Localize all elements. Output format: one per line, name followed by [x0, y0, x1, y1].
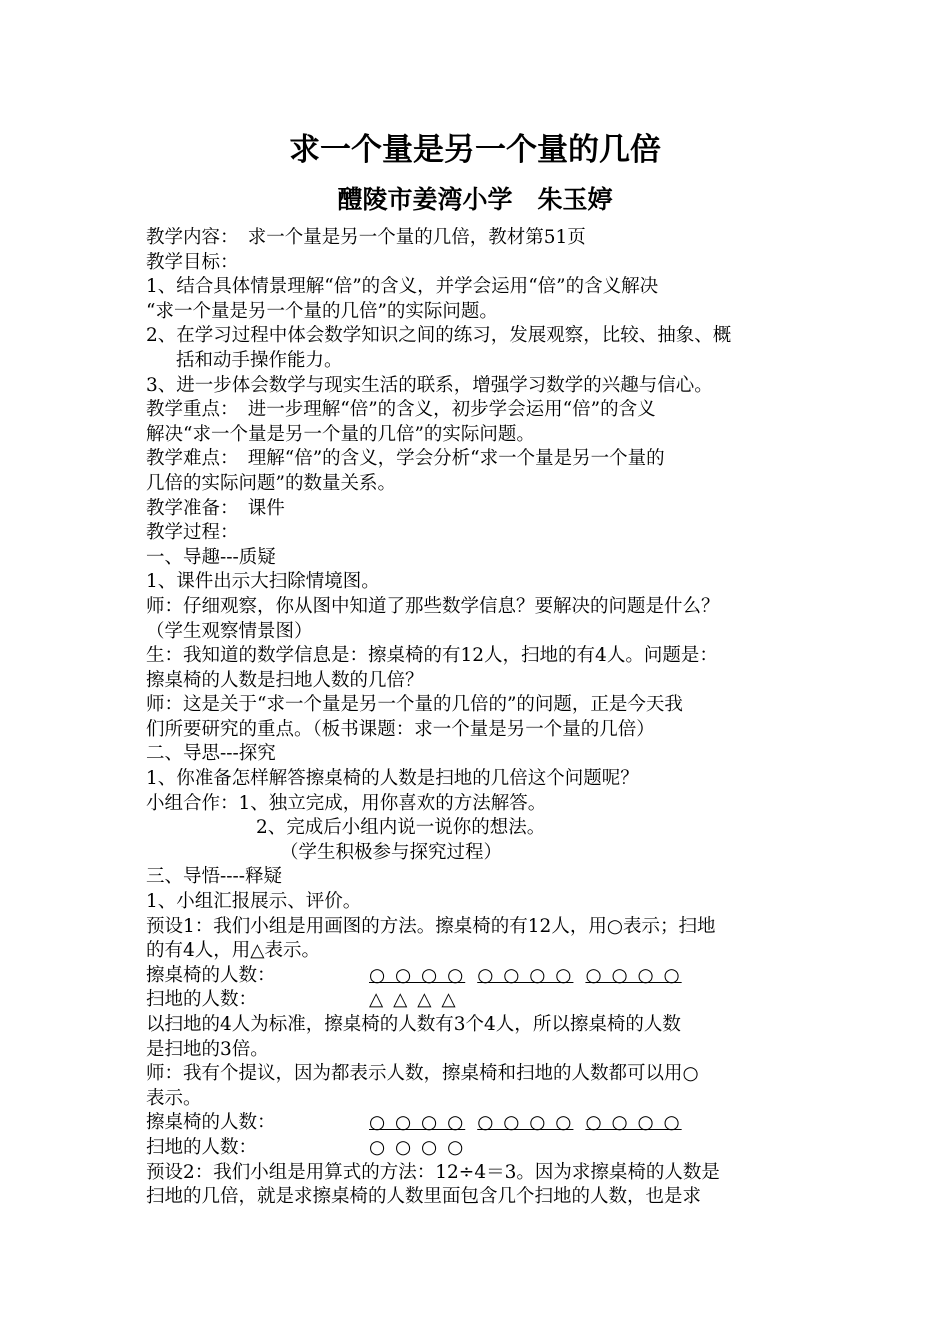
- diagram-label: 擦桌椅的人数：: [146, 964, 276, 986]
- text-line: 教学难点： 理解“倍”的含义，学会分析“求一个量是另一个量的: [146, 448, 665, 470]
- diagram2-row-a: [146, 1111, 816, 1136]
- text-line: 的有4人，用△表示。: [146, 940, 320, 962]
- text-line: 是扫地的3倍。: [146, 1038, 269, 1060]
- text-line: 1、小组汇报展示、评价。: [146, 891, 362, 913]
- text-line: 3、进一步体会数学与现实生活的联系，增强学习数学的兴趣与信心。: [146, 374, 713, 396]
- document-title: 求一个量是另一个量的几倍: [289, 132, 661, 168]
- text-line: 预设2：我们小组是用算式的方法：12÷4＝3。因为求擦桌椅的人数是: [146, 1161, 720, 1183]
- circle-group: ○ ○ ○ ○: [477, 1112, 574, 1134]
- text-line: 擦桌椅的人数是扫地人数的几倍？: [146, 669, 424, 691]
- text-line: 解决“求一个量是另一个量的几倍”的实际问题。: [146, 423, 535, 445]
- text-line: （学生积极参与探究过程）: [280, 841, 503, 863]
- text-line: 教学目标：: [146, 251, 239, 273]
- text-line: 教学内容： 求一个量是另一个量的几倍，教材第51页: [146, 227, 586, 248]
- text-line: 扫地的几倍，就是求擦桌椅的人数里面包含几个扫地的人数，也是求: [146, 1186, 702, 1208]
- text-line: 师：这是关于“求一个量是另一个量的几倍的”的问题，正是今天我: [146, 694, 683, 716]
- text-line: 1、结合具体情景理解“倍”的含义，并学会运用“倍”的含义解决: [146, 276, 659, 298]
- text-line: 们所要研究的重点。（板书课题：求一个量是另一个量的几倍）: [146, 718, 655, 740]
- text-line: 几倍的实际问题”的数量关系。: [146, 472, 396, 494]
- diagram1-row-a: [146, 964, 816, 989]
- section-heading: 三、导悟----释疑: [146, 866, 283, 888]
- text-line: 表示。: [146, 1087, 202, 1109]
- text-line: 教学准备： 课件: [146, 497, 285, 519]
- text-line: 生：我知道的数学信息是：擦桌椅的有12人，扫地的有4人。问题是：: [146, 645, 718, 667]
- circle-group: ○ ○ ○ ○: [369, 964, 466, 986]
- text-line: （学生观察情景图）: [146, 620, 313, 642]
- text-line: 教学过程：: [146, 522, 239, 544]
- text-line: 教学重点： 进一步理解“倍”的含义，初步学会运用“倍”的含义: [146, 399, 656, 421]
- triangle-group: △ △ △ △: [369, 989, 458, 1011]
- diagram1-row-b: [146, 988, 816, 1013]
- text-line: 括和动手操作能力。: [176, 349, 343, 371]
- text-line: 2、在学习过程中体会数学知识之间的练习，发展观察，比较、抽象、概: [146, 325, 732, 347]
- text-line: 1、课件出示大扫除情境图。: [146, 571, 380, 593]
- text-line: 以扫地的4人为标准，擦桌椅的人数有3个4人，所以擦桌椅的人数: [146, 1014, 681, 1035]
- text-line: 预设1：我们小组是用画图的方法。擦桌椅的有12人，用○表示；扫地: [146, 915, 716, 937]
- circle-group: ○ ○ ○ ○: [585, 1112, 682, 1134]
- circle-group: ○ ○ ○ ○: [477, 964, 574, 986]
- document-body: [146, 226, 816, 1210]
- text-line: 师：仔细观察，你从图中知道了那些数学信息？要解决的问题是什么？: [146, 595, 720, 617]
- text-line: 2、完成后小组内说一说你的想法。: [256, 817, 546, 839]
- text-line: 1、你准备怎样解答擦桌椅的人数是扫地的几倍这个问题呢？: [146, 768, 639, 790]
- diagram-label: 扫地的人数：: [146, 1136, 258, 1158]
- section-heading: 二、导思---探究: [146, 743, 276, 765]
- diagram-label: 扫地的人数：: [146, 989, 258, 1011]
- section-heading: 一、导趣---质疑: [146, 546, 276, 568]
- diagram2-row-b: [146, 1136, 816, 1161]
- document-subtitle: 醴陵市姜湾小学 朱玉婷: [337, 185, 613, 214]
- text-line: “求一个量是另一个量的几倍”的实际问题。: [146, 300, 498, 322]
- text-line: 小组合作：1、独立完成，用你喜欢的方法解答。: [146, 792, 547, 814]
- text-line: 师：我有个提议，因为都表示人数，擦桌椅和扫地的人数都可以用○: [146, 1063, 699, 1085]
- circle-group: ○ ○ ○ ○: [369, 1112, 466, 1134]
- circle-group: ○ ○ ○ ○: [585, 964, 682, 986]
- circle-group: ○ ○ ○ ○: [369, 1136, 466, 1158]
- diagram-label: 擦桌椅的人数：: [146, 1112, 276, 1134]
